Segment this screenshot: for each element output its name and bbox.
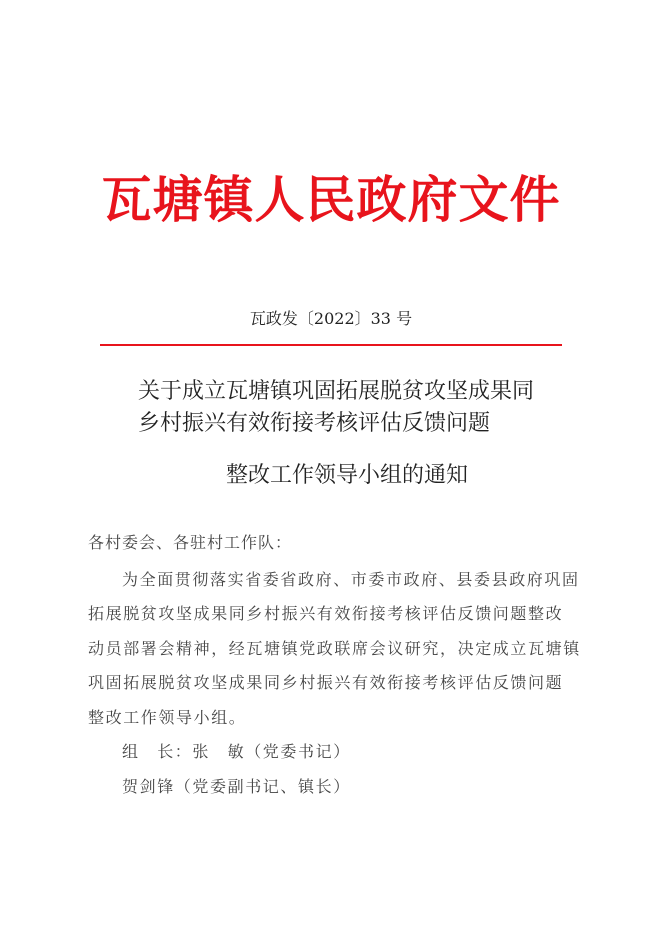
paragraph-line: 动员部署会精神，经瓦塘镇党政联席会议研究，决定成立瓦塘镇 [88, 639, 581, 658]
leader-line: 组 长：张 敏（党委书记） [122, 742, 351, 761]
title-line-2: 乡村振兴有效衔接考核评估反馈问题 [138, 411, 491, 436]
document-number: 瓦政发〔2022〕33 号 [249, 309, 413, 328]
title-line-1: 关于成立瓦塘镇巩固拓展脱贫攻坚成果同 [138, 379, 535, 404]
salutation: 各村委会、各驻村工作队： [88, 533, 293, 552]
red-divider [100, 344, 562, 346]
paragraph-line: 拓展脱贫攻坚成果同乡村振兴有效衔接考核评估反馈问题整改 [88, 604, 564, 623]
paragraph-line: 为全面贯彻落实省委省政府、市委市政府、县委县政府巩固 [122, 570, 580, 589]
document-masthead: 瓦塘镇人民政府文件 [101, 170, 561, 229]
paragraph-line: 巩固拓展脱贫攻坚成果同乡村振兴有效衔接考核评估反馈问题 [88, 673, 564, 692]
member-line: 贺剑锋（党委副书记、镇长） [122, 777, 351, 796]
paragraph-line: 整改工作领导小组。 [88, 708, 247, 727]
title-line-3: 整改工作领导小组的通知 [226, 463, 469, 488]
document-title [138, 376, 608, 492]
